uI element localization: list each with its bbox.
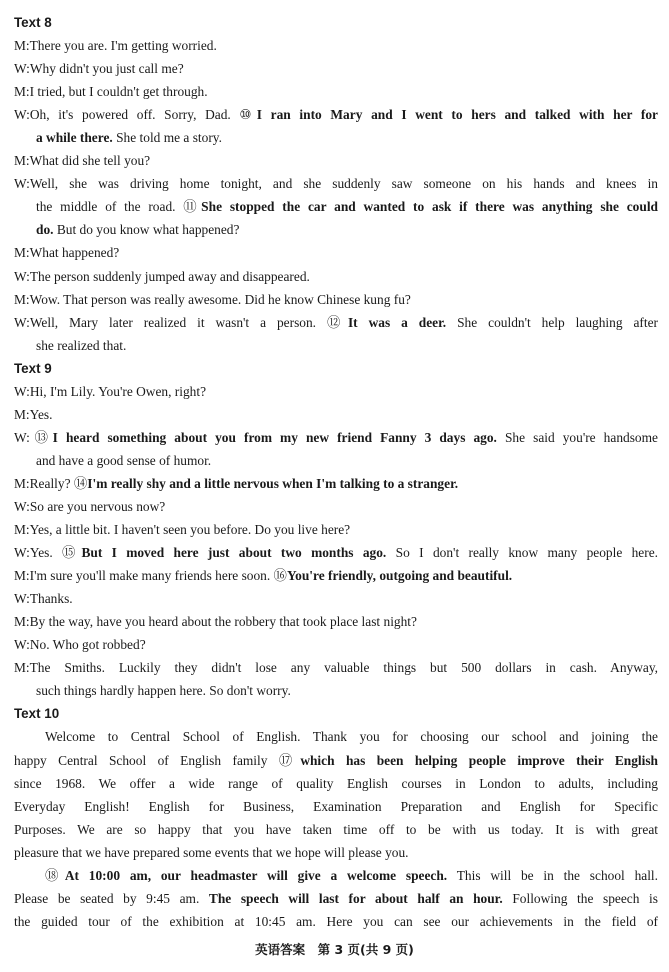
text8-line-2: W:Why didn't you just call me? xyxy=(14,61,184,77)
text8-line-9 xyxy=(14,218,658,241)
text8-line-4 xyxy=(14,103,658,126)
text9-line-3-plain: W:⑬ xyxy=(14,429,53,445)
text9-line-1: W:Hi, I'm Lily. You're Owen, right? xyxy=(14,383,207,399)
text9-line-7: M:Yes, a little bit. I haven't seen you before. Do you live here? xyxy=(14,522,351,538)
transcript-content xyxy=(14,11,658,933)
text10-line-8-plain: Please be seated by 9:45 am. xyxy=(14,890,209,906)
answer-16-text: You're friendly, outgoing and beautiful. xyxy=(286,568,513,584)
text8-line-9-plain: But do you know what happened? xyxy=(53,222,240,238)
text10-line-7-tail: This will be in the school hall. xyxy=(447,867,658,883)
text8-line-7: W:Well, she was driving home tonight, and she suddenly saw someone on his hands and knees in xyxy=(14,176,658,192)
text9-line-5-plain: M:Really? ⑭ xyxy=(14,475,88,491)
answer-12-text: It was a deer. xyxy=(347,314,447,330)
text9-line-9-plain: M:I'm sure you'll make many friends here soon. ⑯ xyxy=(14,568,287,584)
text9-line-2: M:Yes. xyxy=(14,406,53,422)
text9-line-6: W:So are you nervous now? xyxy=(14,498,166,514)
text8-line-12: M:Wow. That person was really awesome. Did he know Chinese kung fu? xyxy=(14,291,411,307)
text8-heading: Text 8 xyxy=(14,15,52,30)
text10-heading: Text 10 xyxy=(14,706,60,722)
text9-heading: Text 9 xyxy=(14,360,52,376)
answer-18-text: At 10:00 am, our headmaster will give a welcome speech. xyxy=(64,867,448,883)
text8-line-1: M:There you are. I'm getting worried. xyxy=(14,38,217,54)
answer-11-text-cont: do. xyxy=(36,222,54,238)
text10-line-2-plain: happy Central School of English family ⑰ xyxy=(14,752,301,768)
text9-line-8-tail: So I don't really know many people here. xyxy=(386,545,659,561)
text8-line-3: M:I tried, but I couldn't get through. xyxy=(14,84,208,100)
text10-line-2 xyxy=(14,749,658,772)
answer-10-text-cont: a while there. xyxy=(36,130,113,146)
text10-line-3: since 1968. We offer a wide range of quality English courses in London to adults, including xyxy=(14,775,658,791)
text10-line-7 xyxy=(14,864,658,887)
text10-line-8 xyxy=(14,887,658,910)
text9-line-4: and have a good sense of humor. xyxy=(36,452,212,468)
text9-line-8-plain: W:Yes. ⑮ xyxy=(14,545,82,561)
text9-line-3 xyxy=(14,426,658,449)
text8-line-5-plain: She told me a story. xyxy=(112,130,222,146)
answer-13-text: I heard something about you from my new friend Fanny 3 days ago. xyxy=(52,429,497,445)
text9-line-10: W:Thanks. xyxy=(14,591,73,607)
text9-line-8 xyxy=(14,541,658,564)
text8-line-13 xyxy=(14,311,658,334)
text8-line-5 xyxy=(14,126,658,149)
text9-line-13: M:The Smiths. Luckily they didn't lose any valuable things but 500 dollars in cash. Anyway, xyxy=(14,660,658,676)
text9-line-11: M:By the way, have you heard about the robbery that took place last night? xyxy=(14,614,417,630)
text9-line-5 xyxy=(14,472,658,495)
text10-line-6: pleasure that we have prepared some events that we hope will please you. xyxy=(14,844,409,860)
text9-line-9 xyxy=(14,564,658,587)
answer-11-text: She stopped the car and wanted to ask if there was anything she could xyxy=(201,199,658,215)
text10-line-8-tail: Following the speech is xyxy=(502,890,658,906)
text8-line-10: M:What happened? xyxy=(14,245,120,261)
text10-line-7-plain: ⑱ xyxy=(45,867,65,883)
text9-line-3-tail: She said you're handsome xyxy=(496,429,658,445)
text10-line-5: Purposes. We are so happy that you have taken time off to be with us today. It is with great xyxy=(14,821,658,837)
answer-17-text: which has been helping people improve their English xyxy=(300,752,658,768)
answer-15-text: But I moved here just about two months ago. xyxy=(81,545,387,561)
answer-10-text: I ran into Mary and I went to hers and talked with her for xyxy=(256,107,658,123)
text8-line-4-plain: W:Oh, it's powered off. Sorry, Dad. ⑩ xyxy=(14,107,257,123)
text10-line-9: the guided tour of the exhibition at 10:45 am. Here you can see our achievements in the field of xyxy=(14,913,658,929)
text8-line-14: she realized that. xyxy=(36,337,127,353)
answer-14-text: I'm really shy and a little nervous when I'm talking to a stranger. xyxy=(87,475,459,491)
text9-line-12: W:No. Who got robbed? xyxy=(14,637,146,653)
text8-line-6: M:What did she tell you? xyxy=(14,153,151,169)
text8-line-8-plain: the middle of the road. ⑪ xyxy=(36,199,202,215)
answer-19-text: The speech will last for about half an hour. xyxy=(208,890,503,906)
text8-line-13-tail: She couldn't help laughing after xyxy=(446,314,658,330)
text10-line-4: Everyday English! English for Business, Examination Preparation and English for Specific xyxy=(14,798,658,814)
page-footer: 英语答案 第 3 页(共 9 页) xyxy=(255,942,414,957)
text10-line-1: Welcome to Central School of English. Thank you for choosing our school and joining the xyxy=(45,729,658,745)
text8-line-13-plain: W:Well, Mary later realized it wasn't a person. ⑫ xyxy=(14,314,348,330)
text8-line-8 xyxy=(14,195,658,218)
text9-line-14: such things hardly happen here. So don't worry. xyxy=(36,683,291,699)
text8-line-11: W:The person suddenly jumped away and disappeared. xyxy=(14,268,310,284)
